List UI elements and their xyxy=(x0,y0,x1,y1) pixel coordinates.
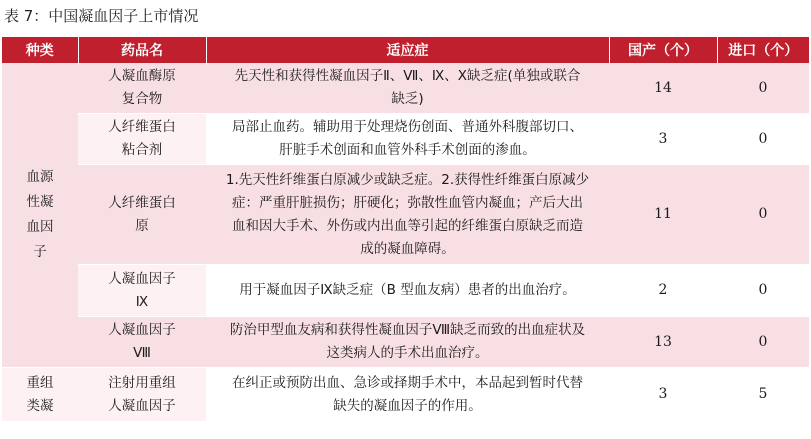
header-domestic: 国产（个） xyxy=(609,37,717,63)
header-category: 种类 xyxy=(2,37,78,63)
indication-line: 这类病人的手术出血治疗。 xyxy=(326,345,489,361)
indication-line: 1.先天性纤维蛋白原减少或缺乏症。2.获得性纤维蛋白原减少 xyxy=(225,171,590,188)
indication-cell xyxy=(206,165,609,265)
header-imported: 进口（个） xyxy=(717,37,809,63)
drug-name-line: 注射用重组 xyxy=(108,374,176,391)
domestic-count: 11 xyxy=(609,165,717,265)
category-line: 性凝 xyxy=(26,194,54,210)
table-caption: 表 7：中国凝血因子上市情况 xyxy=(4,7,199,25)
imported-count: 0 xyxy=(717,165,809,265)
indication-line: 缺乏) xyxy=(391,91,424,107)
table-row xyxy=(2,265,809,317)
header-indication: 适应症 xyxy=(206,37,609,63)
table-row xyxy=(2,63,809,114)
drug-name-cell xyxy=(78,165,206,265)
table-row xyxy=(2,368,809,422)
drug-name-cell xyxy=(78,317,206,368)
category-line: 子 xyxy=(33,244,47,260)
indication-cell xyxy=(206,317,609,368)
category-line: 重组 xyxy=(26,374,54,391)
imported-count: 0 xyxy=(717,114,809,165)
domestic-count: 2 xyxy=(609,265,717,317)
drug-name-line: 人纤维蛋白 xyxy=(108,119,176,135)
domestic-count: 13 xyxy=(609,317,717,368)
domestic-count: 14 xyxy=(609,63,717,114)
indication-line: 防治甲型血友病和获得性凝血因子Ⅷ缺乏而致的出血症状及 xyxy=(229,322,586,338)
indication-line: 成的凝血障碍。 xyxy=(360,240,455,257)
category-line: 类凝 xyxy=(26,397,54,414)
drug-name-line: 人凝血因子 xyxy=(108,397,176,414)
imported-count: 0 xyxy=(717,265,809,317)
indication-cell xyxy=(206,368,609,422)
drug-name-line: 人凝血因子 xyxy=(108,322,176,338)
drug-name-line: 人凝血酶原 xyxy=(108,68,176,84)
drug-name-line: 原 xyxy=(135,217,149,234)
drug-name-line: Ⅷ xyxy=(133,345,151,361)
indication-line: 用于凝血因子Ⅸ缺乏症（B 型血友病）患者的出血治疗。 xyxy=(239,282,576,298)
header-row xyxy=(2,37,809,63)
drug-name-cell xyxy=(78,265,206,317)
category-plasma-derived xyxy=(2,63,78,368)
category-recombinant xyxy=(2,368,78,422)
drug-name-cell xyxy=(78,114,206,165)
drug-name-cell xyxy=(78,368,206,422)
indication-line: 症：严重肝脏损伤；肝硬化；弥散性血管内凝血；产后大出 xyxy=(232,194,583,211)
domestic-count: 3 xyxy=(609,368,717,422)
drug-name-line: 人凝血因子 xyxy=(108,270,176,287)
imported-count: 0 xyxy=(717,317,809,368)
indication-cell xyxy=(206,114,609,165)
drug-name-line: 粘合剂 xyxy=(121,142,163,158)
indication-line: 肝脏手术创面和血管外科手术创面的渗血。 xyxy=(279,142,536,158)
table-row xyxy=(2,165,809,265)
drug-name-line: 复合物 xyxy=(121,91,163,107)
indication-cell xyxy=(206,63,609,114)
table-row xyxy=(2,114,809,165)
drug-name-cell xyxy=(78,63,206,114)
indication-line: 局部止血药。辅助用于处理烧伤创面、普通外科腹部切口、 xyxy=(232,119,583,135)
category-line: 血源 xyxy=(26,169,54,185)
domestic-count: 3 xyxy=(609,114,717,165)
drug-name-line: 人纤维蛋白 xyxy=(108,194,176,211)
indication-line: 缺失的凝血因子的作用。 xyxy=(333,397,482,414)
imported-count: 5 xyxy=(717,368,809,422)
category-line: 血因 xyxy=(26,219,54,235)
coagulation-factor-table xyxy=(2,37,809,422)
table-row xyxy=(2,317,809,368)
header-drug-name: 药品名 xyxy=(78,37,206,63)
imported-count: 0 xyxy=(717,63,809,114)
drug-name-line: Ⅸ xyxy=(135,293,149,310)
indication-line: 血和因大手术、外伤或内出血等引起的纤维蛋白原缺乏而造 xyxy=(232,217,583,234)
indication-cell xyxy=(206,265,609,317)
indication-line: 在纠正或预防出血、急诊或择期手术中，本品起到暂时代替 xyxy=(232,374,583,391)
indication-line: 先天性和获得性凝血因子Ⅱ、Ⅶ、Ⅸ、Ⅹ缺乏症(单独或联合 xyxy=(234,68,581,84)
